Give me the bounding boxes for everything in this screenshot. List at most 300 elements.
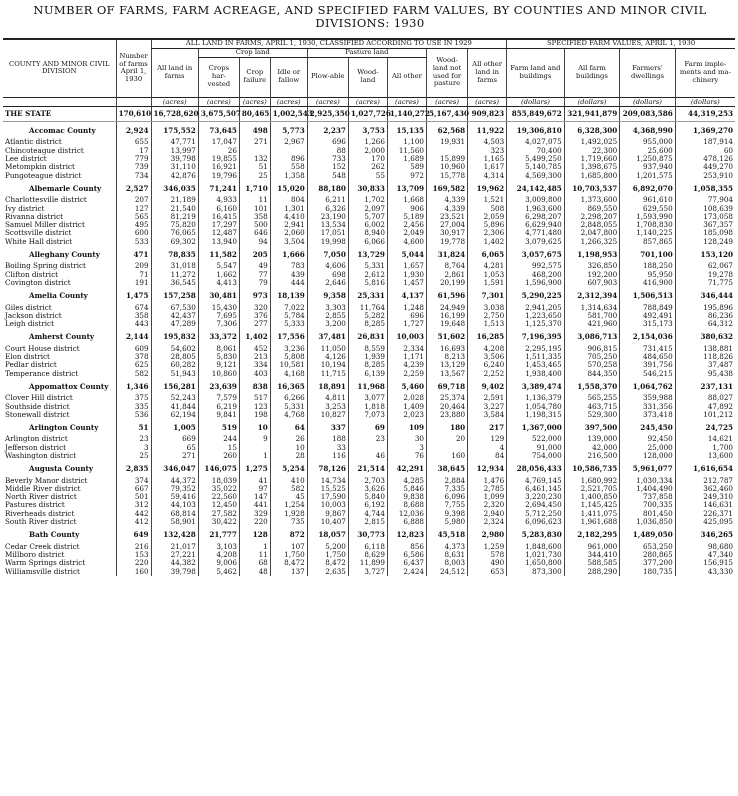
- table-cell: 31,018: [151, 262, 198, 270]
- table-cell: 71: [116, 271, 151, 279]
- table-cell: 1,369,270: [675, 122, 735, 139]
- table-cell: 4,339: [426, 196, 467, 204]
- row-name: Pastures district: [5, 500, 65, 510]
- table-cell: 4,027,075: [507, 138, 565, 146]
- table-cell: 3,626: [348, 485, 387, 493]
- table-cell: 1,171: [387, 353, 426, 361]
- table-cell: 6,892,070: [620, 180, 676, 196]
- table-cell: 10,860: [198, 370, 239, 378]
- table-cell: 5,200: [307, 543, 348, 551]
- table-cell: 81,219: [151, 213, 198, 221]
- table-cell: 68,814: [151, 510, 198, 518]
- row-name: Appomattox County: [29, 381, 109, 391]
- header-land-buildings: Farm land and buildings: [507, 48, 565, 97]
- table-cell: 3,506: [468, 353, 507, 361]
- table-cell: 1,521: [468, 196, 507, 204]
- table-cell: 15,899: [426, 155, 467, 163]
- table-cell: 24,949: [426, 304, 467, 312]
- table-cell: 45,518: [426, 526, 467, 542]
- table-cell: 157,258: [151, 287, 198, 303]
- table-cell: 17,297: [198, 221, 239, 229]
- table-cell: 4,768: [270, 411, 307, 419]
- row-name: Riverheads district: [5, 508, 75, 518]
- state-total-row: [3, 106, 735, 121]
- table-cell: 2,941: [270, 221, 307, 229]
- table-cell: 55: [348, 172, 387, 180]
- table-cell: 1,818: [348, 403, 387, 411]
- table-cell: 2,635: [307, 568, 348, 576]
- table-cell: 16,728,620: [151, 106, 198, 121]
- table-cell: 6,298,207: [507, 213, 565, 221]
- table-cell: 58,901: [151, 518, 198, 526]
- table-cell: 3,079,625: [507, 238, 565, 246]
- table-cell: 1,666: [270, 246, 307, 262]
- table-cell: 217: [468, 419, 507, 435]
- table-cell: 21,514: [348, 460, 387, 476]
- table-cell: 271: [151, 452, 198, 460]
- table-cell: 128,249: [675, 238, 735, 246]
- table-cell: 490: [468, 559, 507, 567]
- table-cell: 5,712,250: [507, 510, 565, 518]
- table-cell: 2,703: [348, 477, 387, 485]
- table-cell: 443: [116, 320, 151, 328]
- table-cell: 1,689: [387, 155, 426, 163]
- table-cell: 25,331: [348, 287, 387, 303]
- table-cell: 375: [116, 394, 151, 402]
- table-cell: 91,000: [507, 444, 565, 452]
- table-cell: 646: [239, 229, 270, 237]
- table-cell: 570,258: [564, 361, 620, 369]
- row-name: Metompkin district: [5, 162, 75, 172]
- table-cell: 180: [426, 419, 467, 435]
- district-row: [3, 370, 735, 378]
- table-cell: 95,438: [675, 370, 735, 378]
- table-cell: 65: [151, 444, 198, 452]
- table-cell: 1,398,675: [564, 163, 620, 171]
- table-cell: 4,373: [426, 543, 467, 551]
- table-cell: 28,056,433: [507, 460, 565, 476]
- table-cell: 334: [239, 361, 270, 369]
- table-cell: 1,511,335: [507, 353, 565, 361]
- table-cell: 132,428: [151, 526, 198, 542]
- table-cell: 2,815: [348, 518, 387, 526]
- table-cell: 54,602: [151, 345, 198, 353]
- table-cell: 6,066: [348, 238, 387, 246]
- table-cell: 25,600: [620, 147, 676, 155]
- table-cell: 5,808: [270, 353, 307, 361]
- row-name: Scottsville district: [5, 228, 72, 238]
- table-cell: 88,180: [307, 180, 348, 196]
- table-cell: 5,816: [348, 279, 387, 287]
- table-cell: 1,201,575: [620, 172, 676, 180]
- table-cell: 4,208: [468, 345, 507, 353]
- table-cell: 2,028: [387, 394, 426, 402]
- document-title: NUMBER OF FARMS, FARM ACREAGE, AND SPECIFIED FARM VALUES, BY COUNTIES AND MINOR CIVIL DIVISIONS: 1930: [33, 3, 707, 30]
- table-cell: 734: [116, 172, 151, 180]
- table-cell: 558: [270, 163, 307, 171]
- table-cell: 779: [116, 155, 151, 163]
- table-cell: 359,988: [620, 394, 676, 402]
- table-cell: 14,734: [307, 477, 348, 485]
- table-cell: 10,581: [270, 361, 307, 369]
- row-name: Boiling Spring district: [5, 261, 86, 271]
- table-cell: 2,612: [348, 271, 387, 279]
- district-row: [3, 320, 735, 328]
- table-cell: 86,236: [675, 312, 735, 320]
- table-cell: 35,022: [198, 485, 239, 493]
- table-cell: 44,319,253: [675, 106, 735, 121]
- table-cell: 4,771,480: [507, 229, 565, 237]
- table-cell: 37,487: [675, 361, 735, 369]
- row-name: Clifton district: [5, 269, 59, 279]
- table-cell: 1,367,000: [507, 419, 565, 435]
- table-cell: 13,940: [198, 238, 239, 246]
- table-cell: 1,053: [468, 271, 507, 279]
- table-cell: 20: [426, 435, 467, 443]
- table-cell: 1,198,315: [507, 411, 565, 419]
- table-cell: 1,411,075: [564, 510, 620, 518]
- table-cell: 701,100: [620, 246, 676, 262]
- district-row: [3, 163, 735, 171]
- table-cell: 2,785: [468, 485, 507, 493]
- table-cell: 13,709: [387, 180, 426, 196]
- district-row: [3, 238, 735, 246]
- table-cell: 416,900: [620, 279, 676, 287]
- table-cell: 60: [675, 147, 735, 155]
- table-cell: 6,219: [198, 403, 239, 411]
- table-cell: 26,831: [348, 328, 387, 344]
- table-cell: 1,223,650: [507, 312, 565, 320]
- table-cell: 6,888: [387, 518, 426, 526]
- table-cell: 16,693: [426, 345, 467, 353]
- row-name: Pungoteague district: [5, 170, 82, 180]
- header-all-buildings: All farm buildings: [564, 48, 620, 97]
- table-cell: 378: [116, 353, 151, 361]
- table-cell: 1,750: [270, 551, 307, 559]
- table-cell: 9,006: [198, 559, 239, 567]
- table-cell: 696: [307, 138, 348, 146]
- table-cell: 655: [116, 138, 151, 146]
- row-name: Williamsville district: [5, 566, 80, 576]
- table-cell: 8,631: [426, 551, 467, 559]
- table-cell: 6,240: [468, 361, 507, 369]
- table-cell: 3,504: [270, 238, 307, 246]
- table-cell: 358: [239, 213, 270, 221]
- table-cell: 33,372: [198, 328, 239, 344]
- table-cell: 170: [348, 155, 387, 163]
- table-cell: 7,335: [426, 485, 467, 493]
- table-cell: 1,513: [468, 320, 507, 328]
- table-cell: 4,606: [307, 262, 348, 270]
- table-cell: 582: [116, 370, 151, 378]
- table-cell: 321,941,879: [564, 106, 620, 121]
- table-cell: 88,027: [675, 394, 735, 402]
- table-cell: 737,858: [620, 493, 676, 501]
- table-cell: 152: [307, 163, 348, 171]
- row-name: Lee district: [5, 154, 47, 164]
- table-cell: 19,962: [468, 180, 507, 196]
- table-cell: 1,506,513: [620, 287, 676, 303]
- row-name: Jefferson district: [5, 442, 66, 452]
- table-cell: 2,456: [387, 221, 426, 229]
- table-cell: 95,950: [620, 271, 676, 279]
- table-cell: 4,744: [348, 510, 387, 518]
- table-cell: 2,060: [270, 229, 307, 237]
- table-cell: 1,373,600: [564, 196, 620, 204]
- table-cell: 2,237: [307, 122, 348, 139]
- table-cell: 2,023: [387, 411, 426, 419]
- table-cell: 872: [270, 526, 307, 542]
- table-cell: 412: [116, 518, 151, 526]
- table-cell: 3,303: [307, 304, 348, 312]
- table-cell: 337: [307, 419, 348, 435]
- table-cell: 1,475: [116, 287, 151, 303]
- table-cell: 18,891: [307, 378, 348, 394]
- row-name: Giles district: [5, 302, 52, 312]
- table-cell: 79,352: [151, 485, 198, 493]
- table-cell: 2,980: [468, 526, 507, 542]
- table-cell: 188: [307, 435, 348, 443]
- table-cell: 5,283,830: [507, 526, 565, 542]
- table-cell: 1,248: [387, 304, 426, 312]
- table-cell: 10,003: [307, 501, 348, 509]
- table-cell: 3: [116, 444, 151, 452]
- table-cell: 362,460: [675, 485, 735, 493]
- table-cell: 156,915: [675, 559, 735, 567]
- table-cell: 1,358: [270, 172, 307, 180]
- table-cell: 1,140,225: [620, 229, 676, 237]
- table-cell: 4,137: [387, 287, 426, 303]
- table-cell: 674: [116, 304, 151, 312]
- table-cell: 48: [239, 568, 270, 576]
- table-cell: 19,796: [198, 172, 239, 180]
- table-cell: 6,065: [468, 246, 507, 262]
- table-cell: 2,144: [116, 328, 151, 344]
- table-cell: 1,058,355: [675, 180, 735, 196]
- table-cell: 906,815: [564, 345, 620, 353]
- table-cell: 961,000: [564, 543, 620, 551]
- table-cell: 1,136,379: [507, 394, 565, 402]
- table-cell: 7,301: [468, 287, 507, 303]
- table-cell: 3,727: [348, 568, 387, 576]
- row-name: Alleghany County: [29, 250, 100, 260]
- table-cell: 6,192: [348, 501, 387, 509]
- table-cell: 1,140,272: [387, 106, 426, 121]
- table-cell: 187,914: [675, 138, 735, 146]
- row-name: Atlantic district: [5, 137, 62, 147]
- table-cell: 2,750: [468, 312, 507, 320]
- table-cell: 5,167,430: [426, 106, 467, 121]
- table-cell: 60,282: [151, 361, 198, 369]
- table-cell: 7,695: [198, 312, 239, 320]
- table-cell: 1,702: [348, 196, 387, 204]
- district-row: [3, 518, 735, 526]
- table-cell: 5,773: [270, 122, 307, 139]
- table-cell: 5,290,225: [507, 287, 565, 303]
- table-cell: 3,253: [307, 403, 348, 411]
- table-cell: 108,639: [675, 205, 735, 213]
- table-cell: 1,961,688: [564, 518, 620, 526]
- table-cell: 1,266,325: [564, 238, 620, 246]
- table-cell: 5,462: [198, 568, 239, 576]
- table-cell: 1,928: [270, 510, 307, 518]
- table-cell: 2,646: [307, 279, 348, 287]
- table-cell: 11: [239, 551, 270, 559]
- table-cell: 10: [270, 444, 307, 452]
- unit-label: (dollars): [620, 97, 676, 106]
- table-cell: 373,418: [620, 411, 676, 419]
- table-cell: 156,281: [151, 378, 198, 394]
- table-cell: 216: [116, 543, 151, 551]
- table-cell: 5,254: [270, 460, 307, 476]
- table-cell: 22,560: [198, 493, 239, 501]
- table-cell: 195,896: [675, 304, 735, 312]
- table-cell: 192,200: [564, 271, 620, 279]
- table-cell: 3,038: [468, 304, 507, 312]
- table-cell: 1,930: [387, 271, 426, 279]
- row-name: Arlington district: [5, 434, 68, 444]
- table-cell: 280,865: [620, 551, 676, 559]
- table-cell: 70,400: [507, 147, 565, 155]
- table-cell: 127: [116, 205, 151, 213]
- table-cell: 169,582: [426, 180, 467, 196]
- table-cell: 609: [116, 345, 151, 353]
- table-cell: 36,545: [151, 279, 198, 287]
- table-cell: 857,865: [620, 238, 676, 246]
- table-cell: 3: [387, 444, 426, 452]
- row-name: Jackson district: [5, 310, 62, 320]
- row-name: Ivy district: [5, 203, 45, 213]
- table-cell: 101: [239, 205, 270, 213]
- table-cell: 529,300: [564, 411, 620, 419]
- table-cell: 98,680: [675, 543, 735, 551]
- table-cell: 4,314: [468, 172, 507, 180]
- table-cell: 8,213: [426, 353, 467, 361]
- table-cell: 346,444: [675, 287, 735, 303]
- table-cell: 5,044: [387, 246, 426, 262]
- row-name: Clover Hill district: [5, 393, 73, 403]
- table-cell: 19,778: [426, 238, 467, 246]
- table-cell: 69: [348, 419, 387, 435]
- table-cell: 2,884: [426, 477, 467, 485]
- table-cell: 24,142,485: [507, 180, 565, 196]
- table-cell: 5,846: [387, 485, 426, 493]
- table-cell: 260: [198, 452, 239, 460]
- table-cell: 109: [387, 419, 426, 435]
- table-cell: 64,312: [675, 320, 735, 328]
- county-row: [3, 180, 735, 196]
- table-cell: 733: [307, 155, 348, 163]
- table-cell: 88: [307, 147, 348, 155]
- table-cell: 4,168: [270, 370, 307, 378]
- table-cell: 873,300: [507, 568, 565, 576]
- table-cell: 25,374: [426, 394, 467, 402]
- table-cell: 42,876: [151, 172, 198, 180]
- row-name: Samuel Miller district: [5, 220, 85, 230]
- table-cell: 452: [239, 345, 270, 353]
- table-cell: 5,333: [270, 320, 307, 328]
- table-cell: 10,960: [426, 163, 467, 171]
- table-cell: 2,855: [307, 312, 348, 320]
- row-name: Albemarle County: [29, 183, 102, 193]
- table-cell: 153: [116, 551, 151, 559]
- table-cell: 649: [116, 526, 151, 542]
- table-cell: 838: [239, 378, 270, 394]
- table-cell: 8,472: [307, 559, 348, 567]
- table-cell: 425,095: [675, 518, 735, 526]
- table-cell: 18,039: [198, 477, 239, 485]
- table-cell: 17,556: [270, 328, 307, 344]
- table-cell: 26: [270, 435, 307, 443]
- table-cell: 346,047: [151, 460, 198, 476]
- table-cell: 1,099: [468, 493, 507, 501]
- table-cell: 23,521: [426, 213, 467, 221]
- table-cell: 1,662: [198, 271, 239, 279]
- table-cell: 11,050: [307, 345, 348, 353]
- header-pasture-land: Pasture land: [307, 48, 426, 57]
- table-cell: 175,552: [151, 122, 198, 139]
- table-cell: 578: [468, 551, 507, 559]
- table-cell: 2,591: [468, 394, 507, 402]
- table-cell: 38,645: [426, 460, 467, 476]
- table-cell: 312: [116, 501, 151, 509]
- row-name: Court House district: [5, 343, 80, 353]
- table-cell: 1,404,490: [620, 485, 676, 493]
- table-cell: 216,500: [564, 452, 620, 460]
- table-cell: 6,096,623: [507, 518, 565, 526]
- district-row: [3, 411, 735, 419]
- table-cell: 869,550: [564, 205, 620, 213]
- table-cell: 329: [239, 510, 270, 518]
- table-cell: 7,579: [198, 394, 239, 402]
- table-cell: 62,568: [426, 122, 467, 139]
- table-cell: 80,465: [239, 106, 270, 121]
- table-cell: 6,002: [348, 221, 387, 229]
- table-cell: 667: [116, 485, 151, 493]
- table-cell: 17,051: [307, 229, 348, 237]
- table-cell: 2,320: [468, 501, 507, 509]
- table-cell: 5,460: [387, 378, 426, 394]
- table-cell: 11,272: [151, 271, 198, 279]
- table-cell: 4,368,990: [620, 122, 676, 139]
- table-cell: 15,430: [198, 304, 239, 312]
- table-cell: 536: [116, 411, 151, 419]
- table-cell: 71,241: [198, 180, 239, 196]
- table-cell: 51: [239, 163, 270, 171]
- table-cell: 84: [468, 452, 507, 460]
- table-cell: 992,575: [507, 262, 565, 270]
- table-cell: 1,617: [468, 163, 507, 171]
- table-cell: 213: [239, 353, 270, 361]
- row-name: Stonewall district: [5, 409, 70, 419]
- table-cell: 517: [239, 394, 270, 402]
- table-cell: 137: [270, 568, 307, 576]
- table-cell: 1,616,654: [675, 460, 735, 476]
- table-cell: 6,629,940: [507, 221, 565, 229]
- table-cell: 5,896: [468, 221, 507, 229]
- table-cell: 5,840: [348, 493, 387, 501]
- table-cell: 47,340: [675, 551, 735, 559]
- table-cell: 30: [387, 435, 426, 443]
- table-cell: 245,450: [620, 419, 676, 435]
- table-cell: 4,410: [270, 213, 307, 221]
- table-cell: 501: [116, 493, 151, 501]
- table-cell: 6,266: [270, 394, 307, 402]
- table-cell: 10: [239, 419, 270, 435]
- table-cell: 1,275: [239, 460, 270, 476]
- unit-label: (acres): [387, 97, 426, 106]
- table-cell: 5,547: [198, 262, 239, 270]
